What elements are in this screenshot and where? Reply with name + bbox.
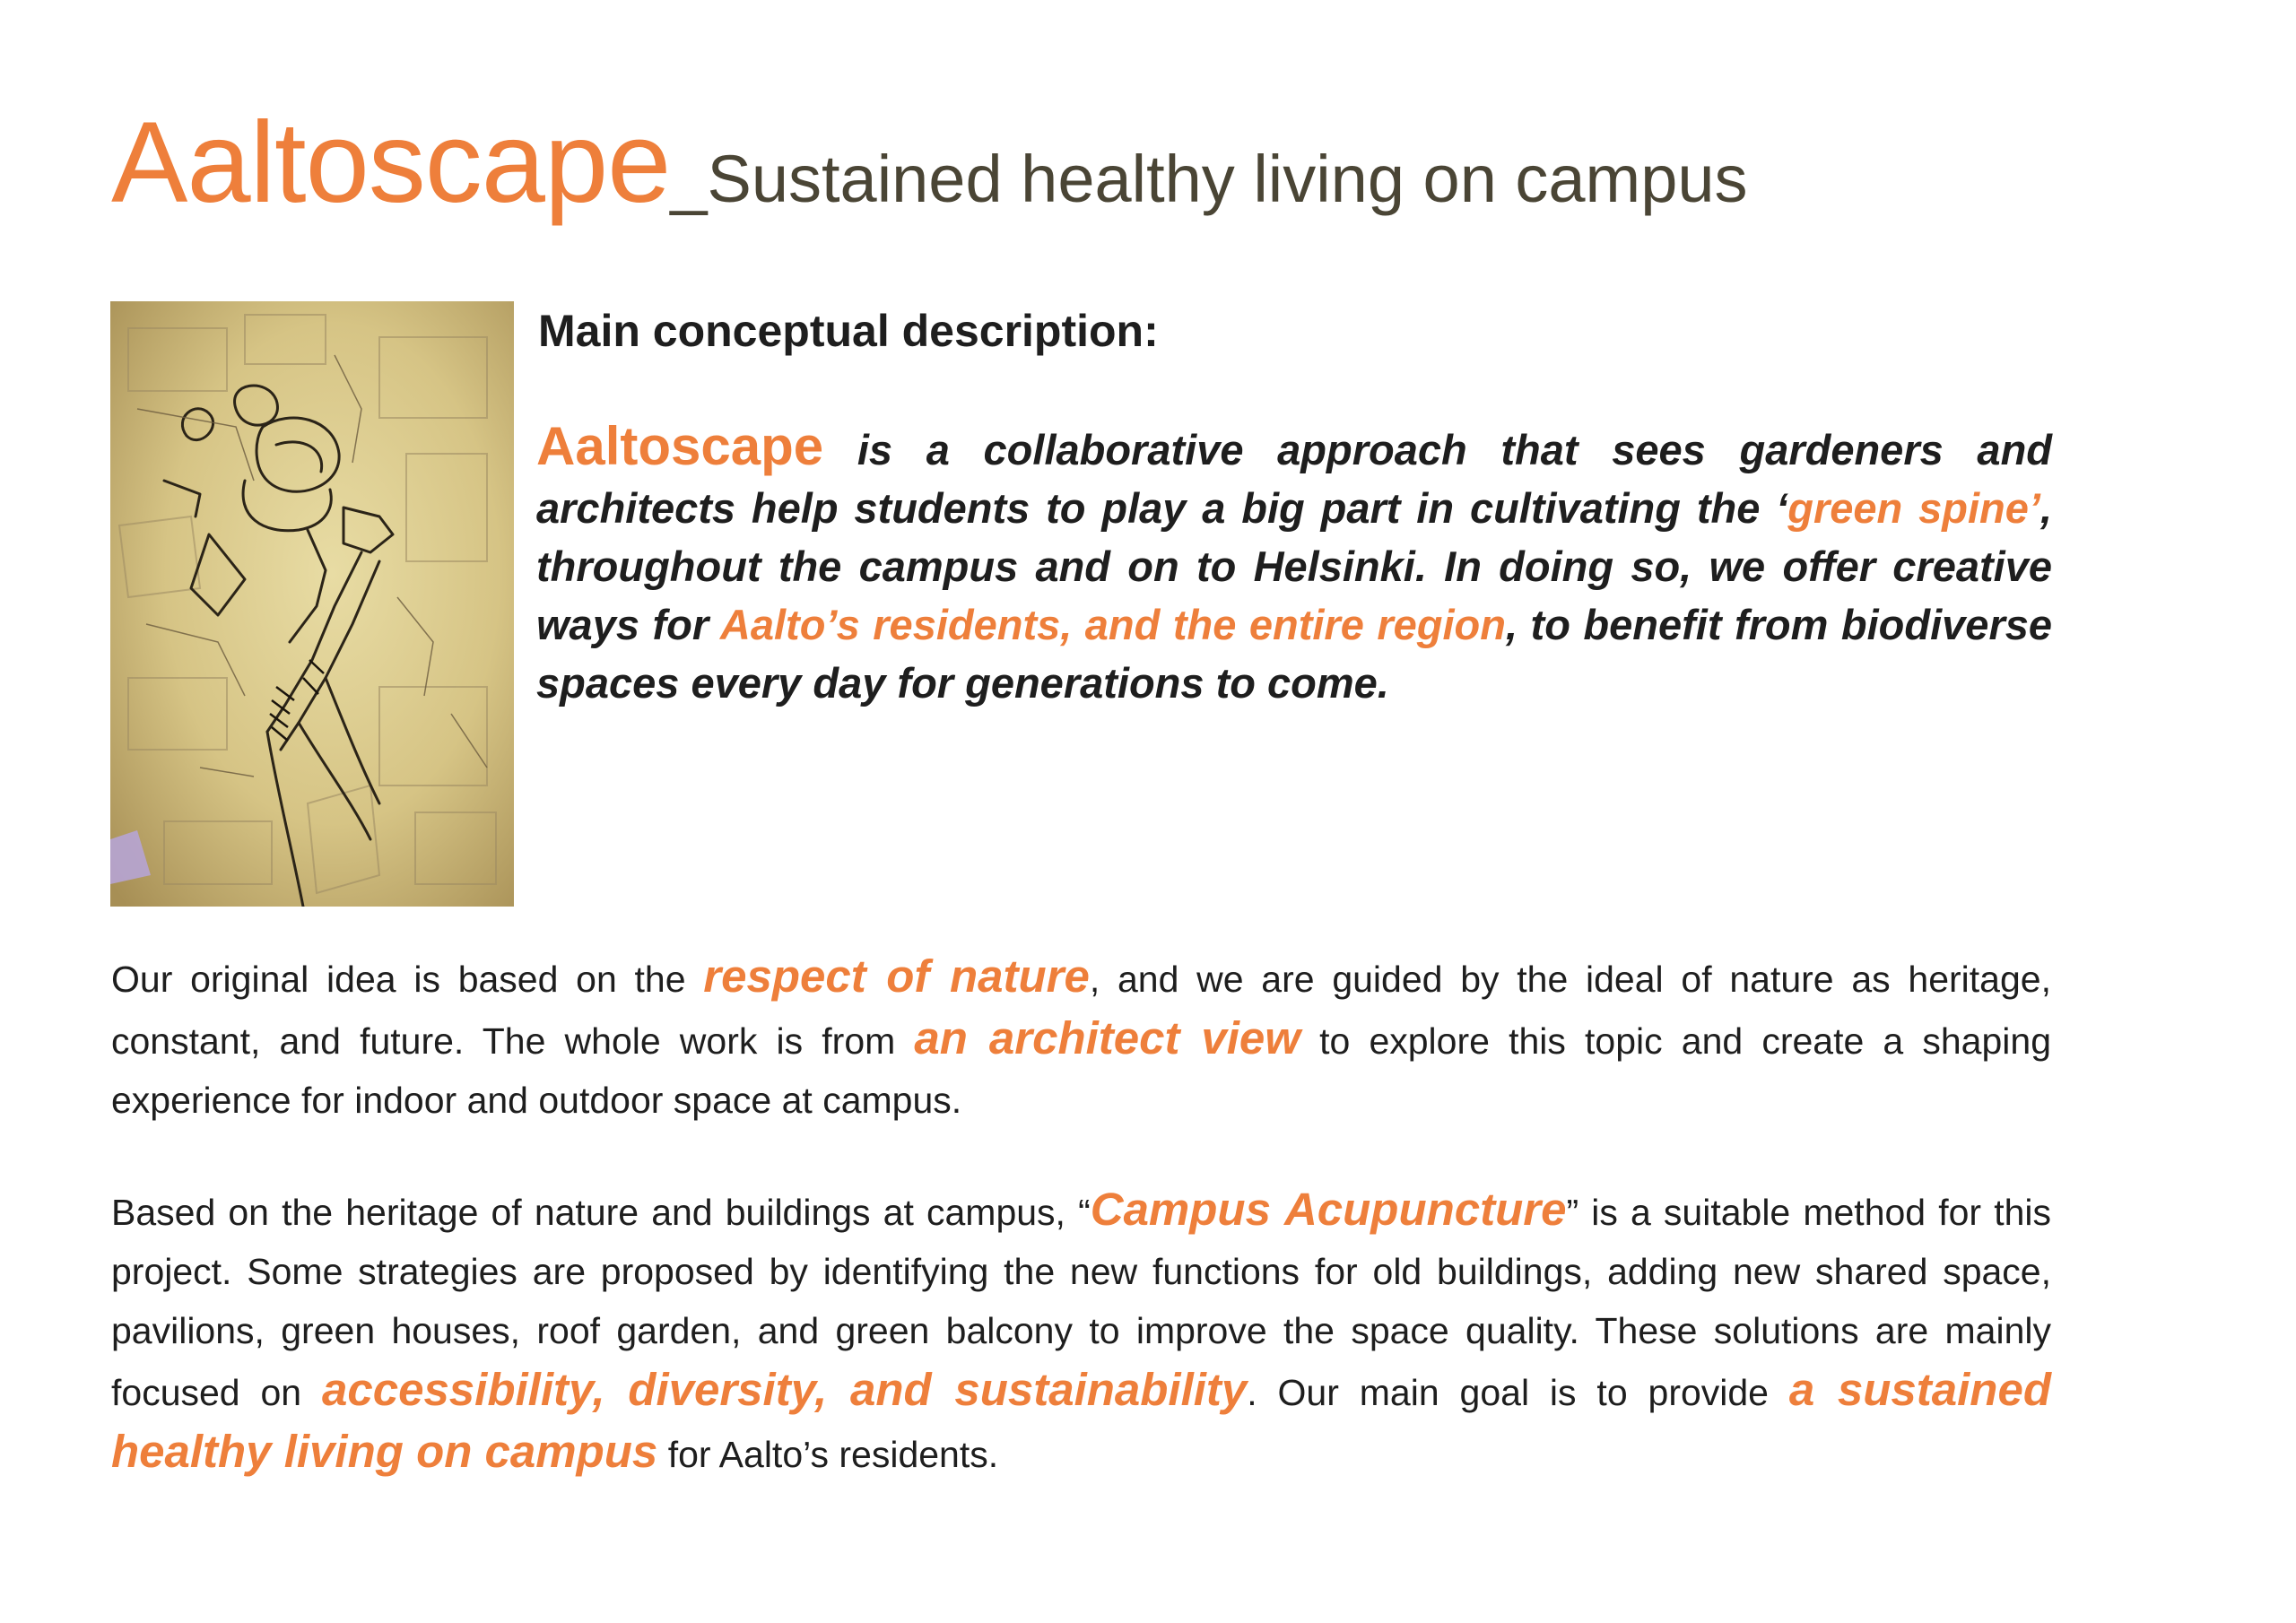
p2-emphasis-healthy-living: a sustained healthy living on campus <box>111 1364 2051 1477</box>
page-title <box>111 99 1748 227</box>
title-separator: _ <box>670 142 708 216</box>
p2-text-4: for Aalto’s residents. <box>657 1434 999 1475</box>
concept-heading: Main conceptual description: <box>538 306 1159 356</box>
p1-emphasis-architect-view: an architect view <box>914 1012 1300 1063</box>
paragraph-campus-acupuncture <box>111 1180 2051 1484</box>
concept-highlight-green-spine: green spine’ <box>1787 484 2040 532</box>
p2-text-2: ” is a suitable method for this project. Some strategies are proposed by identifying the new functions for old buildings, adding new shared space, pavilions, green houses, roof garden, and green balcony to improve the space quality. These solutions are mainly focused on <box>111 1192 2051 1413</box>
p2-text-1: Based on the heritage of nature and buildings at campus, “ <box>111 1192 1091 1233</box>
concept-text-3: , to benefit from biodiverse spaces every day for generations to come. <box>536 601 2053 707</box>
paragraph-original-idea <box>111 947 2051 1130</box>
concept-text-1: is a collaborative approach that sees gardeners and architects help students to play a big part in cultivating the ‘ <box>536 426 2052 532</box>
p1-text-2: , and we are guided by the ideal of nature as heritage, constant, and future. The whole work is from <box>111 959 2051 1062</box>
p1-text-1: Our original idea is based on the <box>111 959 704 1000</box>
p1-emphasis-respect-of-nature: respect of nature <box>703 950 1090 1002</box>
title-brand: Aaltoscape <box>111 99 671 227</box>
concept-brand: Aaltoscape <box>536 416 824 476</box>
concept-description <box>536 417 2052 712</box>
p2-text-3: . Our main goal is to provide <box>1247 1372 1789 1413</box>
p2-emphasis-accessibility: accessibility, diversity, and sustainability <box>321 1364 1248 1415</box>
concept-highlight-residents: Aalto’s residents, and the entire region <box>719 601 1506 648</box>
p2-emphasis-campus-acupuncture: Campus Acupuncture <box>1090 1184 1567 1235</box>
concept-text-2: , throughout the campus and on to Helsinki. In doing so, we offer creative ways for <box>536 484 2052 648</box>
title-subtitle: Sustained healthy living on campus <box>707 142 1748 216</box>
site-plan-sketch-image <box>110 301 514 907</box>
p1-text-3: to explore this topic and create a shaping experience for indoor and outdoor space at campus. <box>111 1020 2051 1121</box>
